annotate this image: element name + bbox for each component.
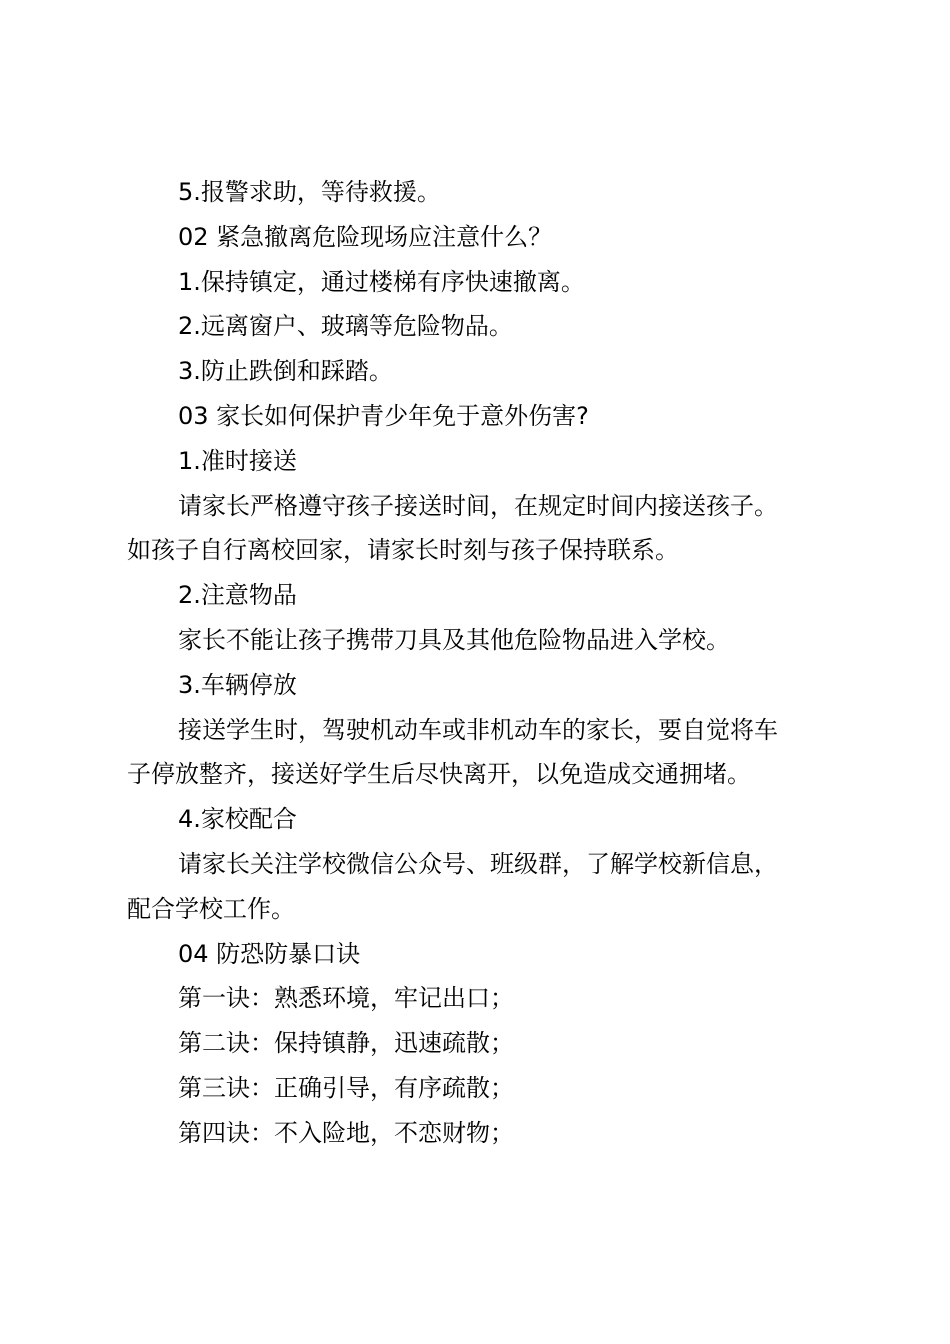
list-item: 1.保持镇定，通过楼梯有序快速撤离。 (178, 267, 585, 296)
paragraph-line: 请家长严格遵守孩子接送时间，在规定时间内接送孩子。 (178, 491, 778, 520)
section-heading: 02 紧急撤离危险现场应注意什么？ (178, 222, 553, 251)
paragraph-line: 配合学校工作。 (127, 894, 295, 923)
list-item: 第二诀：保持镇静，迅速疏散； (178, 1029, 514, 1058)
section-heading: 03 家长如何保护青少年免于意外伤害? (178, 401, 589, 430)
list-item: 第一诀：熟悉环境，牢记出口； (178, 984, 514, 1013)
subheading: 2.注意物品 (178, 581, 297, 610)
paragraph-line: 子停放整齐，接送好学生后尽快离开，以免造成交通拥堵。 (127, 760, 751, 789)
section-heading: 04 防恐防暴口诀 (178, 939, 361, 968)
list-item: 5.报警求助，等待救援。 (178, 178, 441, 206)
paragraph-line: 如孩子自行离校回家，请家长时刻与孩子保持联系。 (127, 536, 679, 565)
paragraph-line: 接送学生时，驾驶机动车或非机动车的家长，要自觉将车 (178, 715, 778, 744)
list-item: 2.远离窗户、玻璃等危险物品。 (178, 312, 513, 341)
list-item: 第三诀：正确引导，有序疏散； (178, 1073, 514, 1102)
paragraph-line: 家长不能让孩子携带刀具及其他危险物品进入学校。 (178, 625, 730, 654)
list-item: 3.防止跌倒和踩踏。 (178, 357, 393, 386)
subheading: 3.车辆停放 (178, 670, 297, 699)
paragraph-line: 请家长关注学校微信公众号、班级群，了解学校新信息， (178, 849, 778, 878)
subheading: 1.准时接送 (178, 446, 297, 475)
subheading: 4.家校配合 (178, 805, 297, 834)
list-item: 第四诀：不入险地，不恋财物； (178, 1118, 514, 1147)
document-body (127, 170, 837, 1156)
